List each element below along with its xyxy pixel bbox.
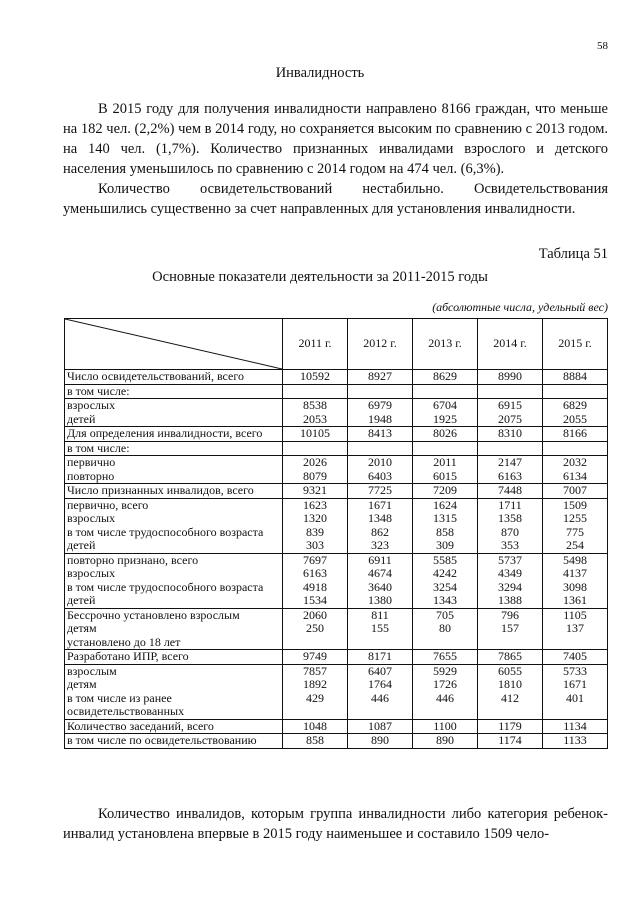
table-row bbox=[65, 384, 608, 399]
diagonal-line bbox=[65, 319, 282, 369]
row-value: 8538 2053 bbox=[283, 399, 348, 427]
table-row bbox=[65, 399, 608, 427]
row-label: взрослых детей bbox=[65, 399, 283, 427]
year-header-2011: 2011 г. bbox=[283, 319, 348, 370]
row-value: 7007 bbox=[543, 484, 608, 499]
table-row bbox=[65, 734, 608, 749]
row-value: 1100 bbox=[413, 719, 478, 734]
units-note: (абсолютные числа, удельный вес) bbox=[432, 300, 608, 314]
row-value bbox=[413, 384, 478, 399]
row-value: 5498 4137 3098 1361 bbox=[543, 553, 608, 608]
row-value: 1711 1358 870 353 bbox=[478, 498, 543, 553]
year-header-2015: 2015 г. bbox=[543, 319, 608, 370]
row-value: 8413 bbox=[348, 427, 413, 442]
row-value: 7697 6163 4918 1534 bbox=[283, 553, 348, 608]
row-value: 1179 bbox=[478, 719, 543, 734]
row-value: 5733 1671 401 bbox=[543, 664, 608, 719]
row-label: Бессрочно установлено взрослым детям установлено до 18 лет bbox=[65, 608, 283, 650]
row-value bbox=[283, 384, 348, 399]
row-value bbox=[348, 441, 413, 456]
row-value: 1087 bbox=[348, 719, 413, 734]
table-row bbox=[65, 370, 608, 385]
table-row bbox=[65, 719, 608, 734]
row-value: 7655 bbox=[413, 650, 478, 665]
row-value: 2147 6163 bbox=[478, 456, 543, 484]
row-value: 5737 4349 3294 1388 bbox=[478, 553, 543, 608]
row-value: 6911 4674 3640 1380 bbox=[348, 553, 413, 608]
row-label: в том числе: bbox=[65, 441, 283, 456]
row-value bbox=[413, 441, 478, 456]
paragraph-3: Количество инвалидов, которым группа инвалидности либо категория ребенок-инвалид установлена впервые в 2015 году наименьшее и составило 1509 чело- bbox=[63, 806, 608, 842]
row-value: 2060 250 bbox=[283, 608, 348, 650]
row-value: 1174 bbox=[478, 734, 543, 749]
row-value: 1134 bbox=[543, 719, 608, 734]
row-value: 6829 2055 bbox=[543, 399, 608, 427]
row-value: 6979 1948 bbox=[348, 399, 413, 427]
row-label: в том числе: bbox=[65, 384, 283, 399]
row-value: 8026 bbox=[413, 427, 478, 442]
row-value: 5585 4242 3254 1343 bbox=[413, 553, 478, 608]
row-value: 5929 1726 446 bbox=[413, 664, 478, 719]
table-row bbox=[65, 498, 608, 553]
row-label: первично, всего взрослых в том числе трудоспособного возраста детей bbox=[65, 498, 283, 553]
row-value: 8884 bbox=[543, 370, 608, 385]
row-value: 705 80 bbox=[413, 608, 478, 650]
table-label: Таблица 51 bbox=[538, 246, 608, 262]
year-header-2012: 2012 г. bbox=[348, 319, 413, 370]
row-value bbox=[348, 384, 413, 399]
row-value: 6915 2075 bbox=[478, 399, 543, 427]
row-label: Число признанных инвалидов, всего bbox=[65, 484, 283, 499]
table-row bbox=[65, 650, 608, 665]
indicators-table bbox=[64, 318, 608, 749]
row-value: 8171 bbox=[348, 650, 413, 665]
row-value: 858 bbox=[283, 734, 348, 749]
row-value bbox=[543, 384, 608, 399]
table-header-row bbox=[65, 319, 608, 370]
row-value: 9321 bbox=[283, 484, 348, 499]
row-value: 8310 bbox=[478, 427, 543, 442]
table-row bbox=[65, 484, 608, 499]
row-label: Разработано ИПР, всего bbox=[65, 650, 283, 665]
table-row bbox=[65, 456, 608, 484]
row-value: 10105 bbox=[283, 427, 348, 442]
row-value: 811 155 bbox=[348, 608, 413, 650]
row-value: 1623 1320 839 303 bbox=[283, 498, 348, 553]
row-value: 7448 bbox=[478, 484, 543, 499]
row-value: 8629 bbox=[413, 370, 478, 385]
row-value: 8990 bbox=[478, 370, 543, 385]
row-value: 6704 1925 bbox=[413, 399, 478, 427]
row-value: 7209 bbox=[413, 484, 478, 499]
row-label: Количество заседаний, всего bbox=[65, 719, 283, 734]
row-label: первично повторно bbox=[65, 456, 283, 484]
table-row bbox=[65, 427, 608, 442]
row-value: 6407 1764 446 bbox=[348, 664, 413, 719]
row-value: 796 157 bbox=[478, 608, 543, 650]
paragraph-1: В 2015 году для получения инвалидности направлено 8166 граждан, что меньше на 182 чел. (2,2%) чем в 2014 году, но сохраняется высоким по сравнению с 2013 годом. на 140 чел. (1,7%). Количество признанных инвалидами взрослого и детского населения уменьшилось по сравнению с 2014 годом на 474 чел. (6,3%). bbox=[63, 101, 608, 177]
table-row bbox=[65, 441, 608, 456]
paragraph-2: Количество освидетельствований нестабильно. Освидетельствования уменьшились существенно за счет направленных для установления инвалидности. bbox=[63, 181, 608, 217]
diagonal-header-cell bbox=[65, 319, 283, 370]
row-value: 6055 1810 412 bbox=[478, 664, 543, 719]
row-value: 7857 1892 429 bbox=[283, 664, 348, 719]
table-title: Основные показатели деятельности за 2011-2015 годы bbox=[152, 269, 488, 285]
row-label: в том числе по освидетельствованию bbox=[65, 734, 283, 749]
row-value: 2032 6134 bbox=[543, 456, 608, 484]
row-label: повторно признано, всего взрослых в том числе трудоспособного возраста детей bbox=[65, 553, 283, 608]
row-value: 1624 1315 858 309 bbox=[413, 498, 478, 553]
row-value: 1105 137 bbox=[543, 608, 608, 650]
row-value: 8166 bbox=[543, 427, 608, 442]
row-value: 1133 bbox=[543, 734, 608, 749]
row-value: 1509 1255 775 254 bbox=[543, 498, 608, 553]
row-value: 8927 bbox=[348, 370, 413, 385]
row-value bbox=[478, 441, 543, 456]
row-value: 890 bbox=[348, 734, 413, 749]
row-value: 7405 bbox=[543, 650, 608, 665]
row-label: взрослым детям в том числе из ранее освидетельствованных bbox=[65, 664, 283, 719]
row-value: 9749 bbox=[283, 650, 348, 665]
section-title: Инвалидность bbox=[275, 65, 365, 81]
year-header-2013: 2013 г. bbox=[413, 319, 478, 370]
table-row bbox=[65, 608, 608, 650]
row-value: 2010 6403 bbox=[348, 456, 413, 484]
row-value: 1048 bbox=[283, 719, 348, 734]
year-header-2014: 2014 г. bbox=[478, 319, 543, 370]
row-value bbox=[478, 384, 543, 399]
row-value: 890 bbox=[413, 734, 478, 749]
row-value: 7865 bbox=[478, 650, 543, 665]
table-row bbox=[65, 553, 608, 608]
table-row bbox=[65, 664, 608, 719]
page-number: 58 bbox=[597, 40, 608, 52]
row-value: 2011 6015 bbox=[413, 456, 478, 484]
row-label: Для определения инвалидности, всего bbox=[65, 427, 283, 442]
row-value: 1671 1348 862 323 bbox=[348, 498, 413, 553]
row-value: 10592 bbox=[283, 370, 348, 385]
row-value: 7725 bbox=[348, 484, 413, 499]
row-value bbox=[283, 441, 348, 456]
row-value: 2026 8079 bbox=[283, 456, 348, 484]
row-label: Число освидетельствований, всего bbox=[65, 370, 283, 385]
row-value bbox=[543, 441, 608, 456]
